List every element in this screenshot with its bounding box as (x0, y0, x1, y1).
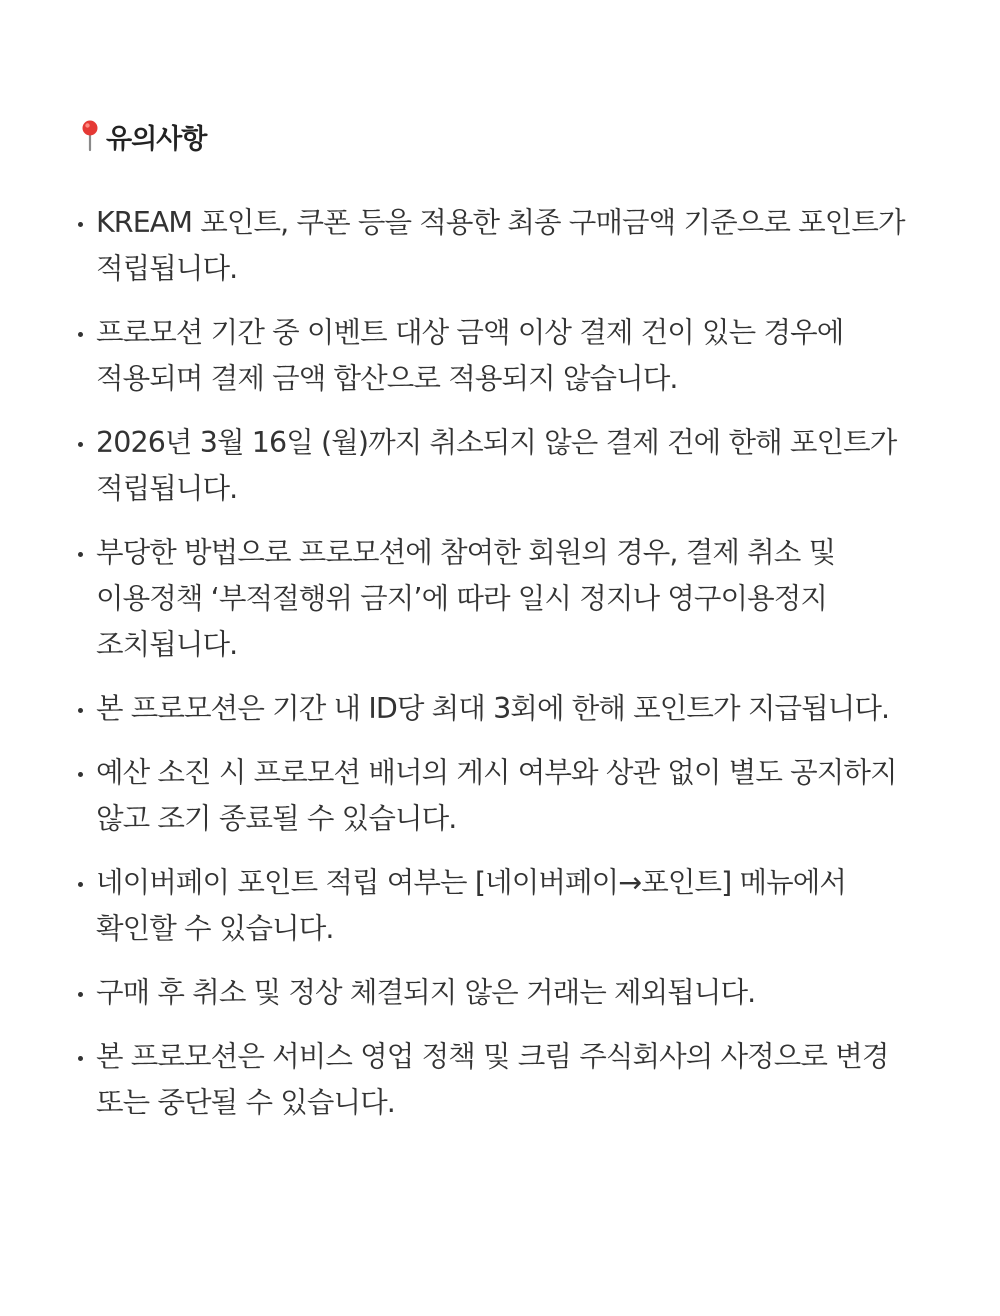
notice-list (78, 200, 928, 1126)
notice-item-text: 네이버페이 포인트 적립 여부는 [네이버페이→포인트] 메뉴에서 확인할 수 있습니다. (96, 866, 846, 945)
notice-item (78, 686, 928, 732)
notice-item-text: 구매 후 취소 및 정상 체결되지 않은 거래는 제외됩니다. (96, 976, 756, 1009)
notice-item (78, 310, 928, 402)
notice-item-text: 부당한 방법으로 프로모션에 참여한 회원의 경우, 결제 취소 및 이용정책 ‘부적절행위 금지’에 따라 일시 정지나 영구이용정지 조치됩니다. (96, 536, 836, 661)
bullet-dot (78, 708, 83, 713)
notice-header (78, 116, 928, 156)
notice-item-text: 2026년 3월 16일 (월)까지 취소되지 않은 결제 건에 한해 포인트가 적립됩니다. (96, 426, 897, 505)
notice-item (78, 970, 928, 1016)
notice-item-text: 본 프로모션은 서비스 영업 정책 및 크림 주식회사의 사정으로 변경 또는 중단될 수 있습니다. (96, 1040, 889, 1119)
notice-title: 유의사항 (106, 123, 207, 155)
notice-item-text: 본 프로모션은 기간 내 ID당 최대 3회에 한해 포인트가 지급됩니다. (96, 692, 890, 725)
pushpin-icon (78, 118, 102, 154)
bullet-dot (78, 1056, 83, 1061)
notice-item-text: 프로모션 기간 중 이벤트 대상 금액 이상 결제 건이 있는 경우에 적용되며 결제 금액 합산으로 적용되지 않습니다. (96, 316, 844, 395)
notice-section (78, 116, 928, 1144)
notice-item (78, 200, 928, 292)
notice-item (78, 1034, 928, 1126)
bullet-dot (78, 442, 83, 447)
notice-item-text: KREAM 포인트, 쿠폰 등을 적용한 최종 구매금액 기준으로 포인트가 적립됩니다. (96, 206, 905, 285)
bullet-dot (78, 882, 83, 887)
notice-item (78, 530, 928, 668)
bullet-dot (78, 552, 83, 557)
notice-item (78, 420, 928, 512)
notice-item-text: 예산 소진 시 프로모션 배너의 게시 여부와 상관 없이 별도 공지하지 않고 조기 종료될 수 있습니다. (96, 756, 897, 835)
notice-item (78, 750, 928, 842)
bullet-dot (78, 222, 83, 227)
bullet-dot (78, 992, 83, 997)
bullet-dot (78, 332, 83, 337)
bullet-dot (78, 772, 83, 777)
notice-item (78, 860, 928, 952)
